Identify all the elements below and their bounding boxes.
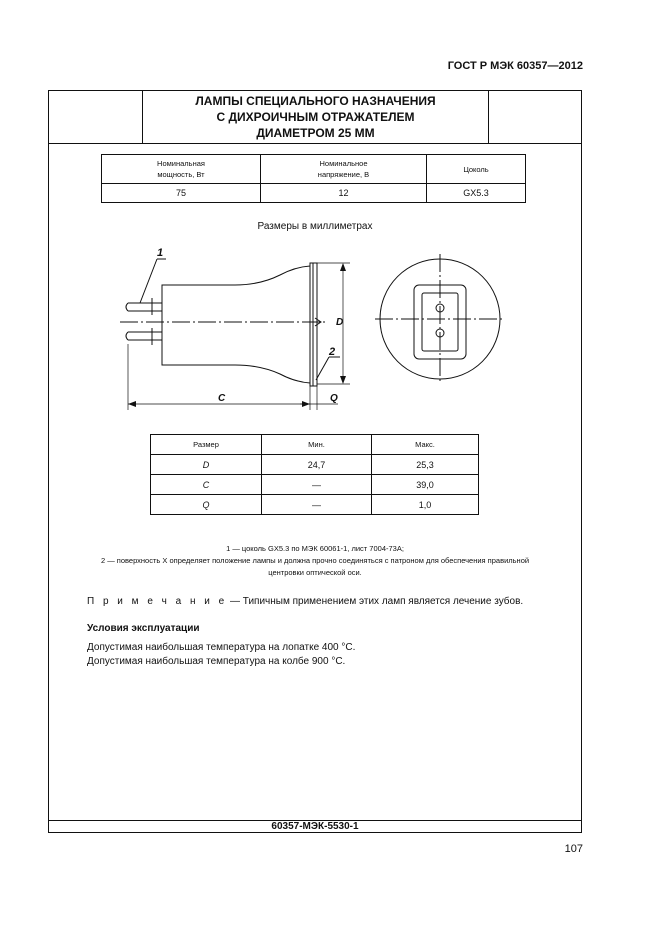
note-label: П р и м е ч а н и е xyxy=(87,596,228,607)
standard-number: ГОСТ Р МЭК 60357—2012 xyxy=(447,60,583,72)
value-cap: GX5.3 xyxy=(427,184,526,203)
leader-2 xyxy=(316,357,329,380)
title-cell xyxy=(142,90,489,144)
dim-max: 1,0 xyxy=(372,495,479,515)
dim-name: C xyxy=(151,475,262,495)
page-number: 107 xyxy=(564,843,583,855)
bulb-outline xyxy=(162,266,310,383)
footnote-2: 2 — поверхность X определяет положение лампы и должна прочно соединяться с патроном для обеспечения правильной xyxy=(100,556,530,565)
value-voltage: 12 xyxy=(261,184,427,203)
dim-C-arrow-left xyxy=(128,401,136,407)
title-line-3: ДИАМЕТРОМ 25 ММ xyxy=(256,126,375,140)
header-power-line1: Номинальная xyxy=(157,159,205,168)
dim-D-arrow-top xyxy=(340,263,346,271)
label-1: 1 xyxy=(157,247,164,259)
dimensions-table xyxy=(150,434,479,515)
label-2: 2 xyxy=(329,346,336,358)
header-voltage xyxy=(261,155,427,184)
table-row xyxy=(151,495,479,515)
ratings-header-row xyxy=(102,155,526,184)
pin-lower-tip xyxy=(126,332,128,340)
dim-D-arrow-bottom xyxy=(340,376,346,384)
dim-max: 25,3 xyxy=(372,455,479,475)
dim-min: 24,7 xyxy=(262,455,372,475)
title-line-2: С ДИХРОИЧНЫМ ОТРАЖАТЕЛЕМ xyxy=(216,110,415,124)
dim-D-label: D xyxy=(336,317,344,328)
conditions-title: Условия эксплуатации xyxy=(87,623,200,634)
dims-header-row xyxy=(151,435,479,455)
header-voltage-line2: напряжение, В xyxy=(317,170,370,179)
dims-header-min: Мин. xyxy=(262,435,372,455)
dim-name: Q xyxy=(151,495,262,515)
note xyxy=(87,596,523,607)
dim-min: — xyxy=(262,475,372,495)
value-power: 75 xyxy=(102,184,261,203)
dims-header-name: Размер xyxy=(151,435,262,455)
header-cap: Цоколь xyxy=(427,155,526,184)
ratings-table xyxy=(101,154,526,203)
table-row xyxy=(151,455,479,475)
condition-line-1: Допустимая наибольшая температура на лопатке 400 °С. xyxy=(87,642,356,653)
header-power-line2: мощность, Вт xyxy=(157,170,205,179)
ratings-value-row xyxy=(102,184,526,203)
header-power xyxy=(102,155,261,184)
dim-name: D xyxy=(151,455,262,475)
sheet-code: 60357-МЭК-5530-1 xyxy=(271,821,359,832)
footnote-1: 1 — цоколь GX5.3 по МЭК 60061-1, лист 7004-73А; xyxy=(226,544,404,553)
dim-Q-label: Q xyxy=(330,393,338,404)
pin-upper-tip xyxy=(126,303,128,311)
dim-max: 39,0 xyxy=(372,475,479,495)
dim-min: — xyxy=(262,495,372,515)
lamp-drawing xyxy=(100,245,540,415)
dim-C-label: C xyxy=(218,393,226,404)
footnote-2-continued: центровки оптической оси. xyxy=(268,568,362,577)
note-text: — Типичным применением этих ламп является лечение зубов. xyxy=(227,596,524,607)
header-voltage-line1: Номинальное xyxy=(319,159,368,168)
leader-1 xyxy=(140,259,157,303)
title-line-1: ЛАМПЫ СПЕЦИАЛЬНОГО НАЗНАЧЕНИЯ xyxy=(195,94,436,108)
dims-header-max: Макс. xyxy=(372,435,479,455)
condition-line-2: Допустимая наибольшая температура на колбе 900 °С. xyxy=(87,656,346,667)
dimensions-label: Размеры в миллиметрах xyxy=(257,221,373,232)
table-row xyxy=(151,475,479,495)
